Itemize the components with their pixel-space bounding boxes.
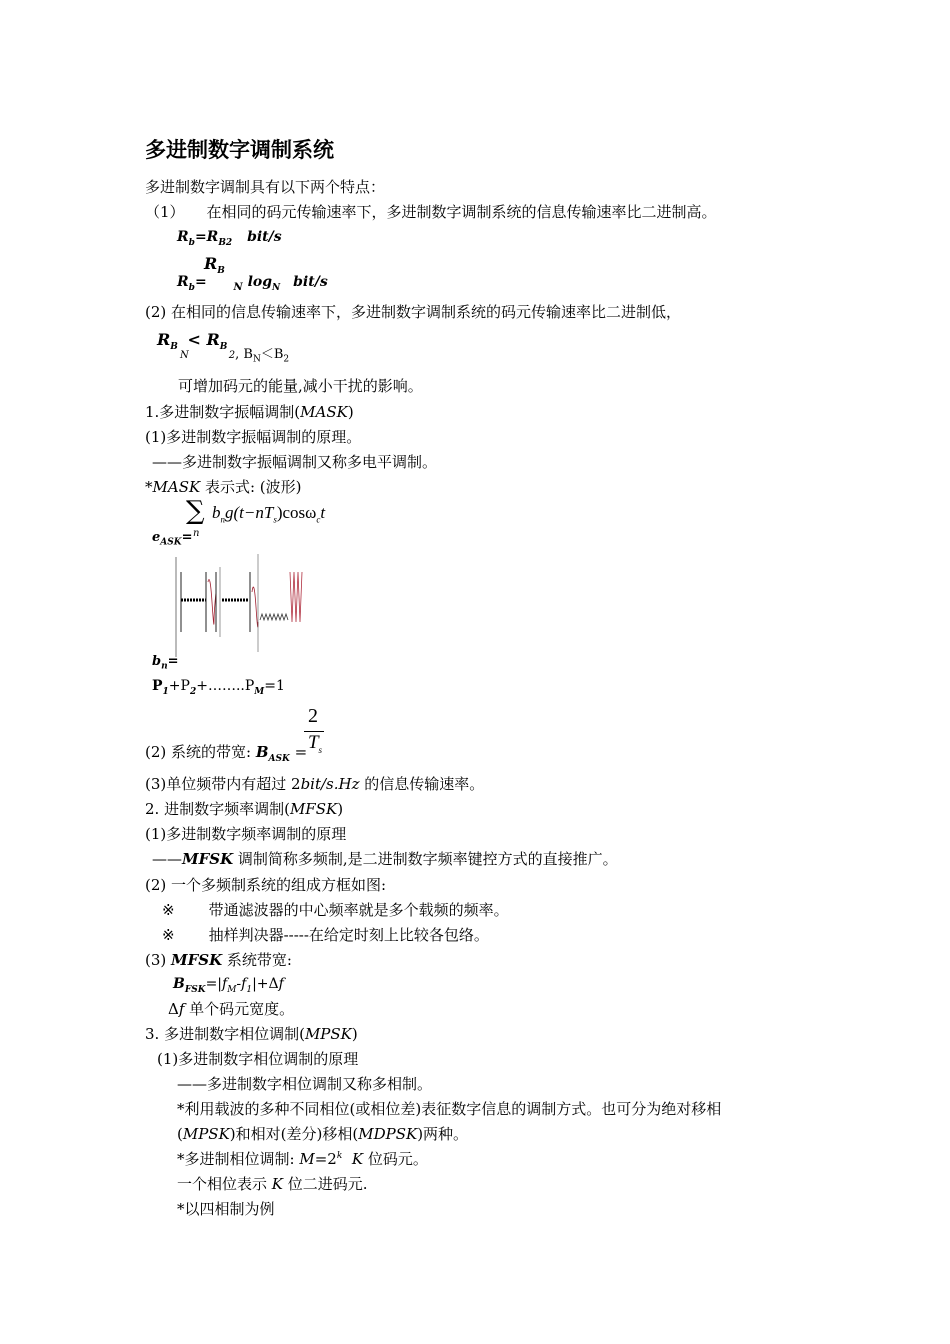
point-2-text: (2) 在相同的信息传输速率下，多进制数字调制系统的码元传输速率比二进制低， xyxy=(145,303,682,321)
point-1-number: （1） xyxy=(145,203,185,221)
formula-rb-log: $R_b= _N$ $\log_N bit/s$ xyxy=(177,274,328,293)
delta-f-line: Δf 单个码元宽度。 xyxy=(168,1000,295,1018)
point-1 xyxy=(145,203,717,221)
formula-rbn-lt-rb2: $R_B < R_B$ xyxy=(157,330,228,353)
section-1-dash: ——多进制数字振幅调制又称多电平调制。 xyxy=(152,453,438,471)
section-2-heading: 2. 进制数字频率调制(MFSK) xyxy=(145,800,344,818)
bw-fraction-numerator: 2 xyxy=(308,705,318,727)
formula-rb-rb2: $R_b=R_{B2}$ bit/s xyxy=(177,229,282,248)
section-3-line-5: *以四相制为例 xyxy=(177,1200,275,1218)
sum-index: n xyxy=(193,528,200,539)
section-3-line-4: 一个相位表示 K 位二进码元. xyxy=(177,1175,368,1193)
bn-label: $b_n=$ xyxy=(152,654,179,672)
bandwidth-line: (2) 系统的带宽: $B_{ASK}$ = xyxy=(145,743,308,764)
note-energy: 可增加码元的能量,减小干扰的影响。 xyxy=(178,377,423,395)
point-1-text: 在相同的码元传输速率下，多进制数字调制系统的信息传输速率比二进制高。 xyxy=(206,203,717,221)
section-1-sub-1: (1)多进制数字振幅调制的原理。 xyxy=(145,428,362,446)
section-2-dash: ——MFSK 调制简称多频制,是二进制数字频率键控方式的直接推广。 xyxy=(152,850,618,868)
mask-formula: $b_ng(t-nT_s)\cos\omega_ct$ xyxy=(212,503,326,525)
bw-fraction-denominator: $T_s$ xyxy=(307,732,323,755)
mask-waveform-figure xyxy=(170,552,310,662)
rate-line: (3)单位频带内有超过 2bit/s.Hz 的信息传输速率。 xyxy=(145,775,485,793)
section-3-heading: 3. 多进制数字相位调制(MPSK) xyxy=(145,1025,358,1043)
section-2-sub-1: (1)多进制数字频率调制的原理 xyxy=(145,825,347,843)
mask-expression-label: *MASK 表示式: (波形) xyxy=(145,478,302,496)
section-3-line-2: (MPSK)和相对(差分)移相(MDPSK)两种。 xyxy=(177,1125,469,1143)
section-3-line-3: *多进制相位调制: $M=2^k$ K 位码元。 xyxy=(177,1150,428,1168)
bullet-bandpass: ※ 带通滤波器的中心频率就是多个载频的频率。 xyxy=(162,901,509,919)
e-ask-label: $e_{ASK}=$ xyxy=(152,530,193,548)
section-3-dash: ——多进制数字相位调制又称多相制。 xyxy=(177,1075,433,1093)
formula-bn-lt-b2: N 2, $B_N<B_2$ xyxy=(180,347,290,365)
probability-sum: $P_1+P_2+\dots\dots..P_M=1$ xyxy=(152,678,285,697)
sum-symbol: ∑ xyxy=(186,496,205,526)
bullet-sampler: ※ 抽样判决器-----在给定时刻上比较各包络。 xyxy=(162,926,489,944)
section-2-sub-2: (2) 一个多频制系统的组成方框如图: xyxy=(145,876,387,894)
reference-mark-icon: ※ xyxy=(162,901,175,919)
intro-text: 多进制数字调制具有以下两个特点： xyxy=(145,178,386,196)
section-3-sub-1: (1)多进制数字相位调制的原理 xyxy=(157,1050,359,1068)
section-2-sub-3: (3) MFSK 系统带宽: xyxy=(145,951,292,969)
formula-rbn-numerator: $R_B$ xyxy=(204,254,225,277)
page-title: 多进制数字调制系统 xyxy=(145,138,334,162)
section-1-heading: 1.多进制数字振幅调制(MASK) xyxy=(145,403,354,421)
reference-mark-icon: ※ xyxy=(162,926,175,944)
section-3-line-1: *利用载波的多种不同相位(或相位差)表征数字信息的调制方式。也可分为绝对移相 xyxy=(177,1100,722,1118)
bfsk-formula: $B_{FSK}=|f_M-f_1|+\Delta f$ xyxy=(173,976,284,995)
